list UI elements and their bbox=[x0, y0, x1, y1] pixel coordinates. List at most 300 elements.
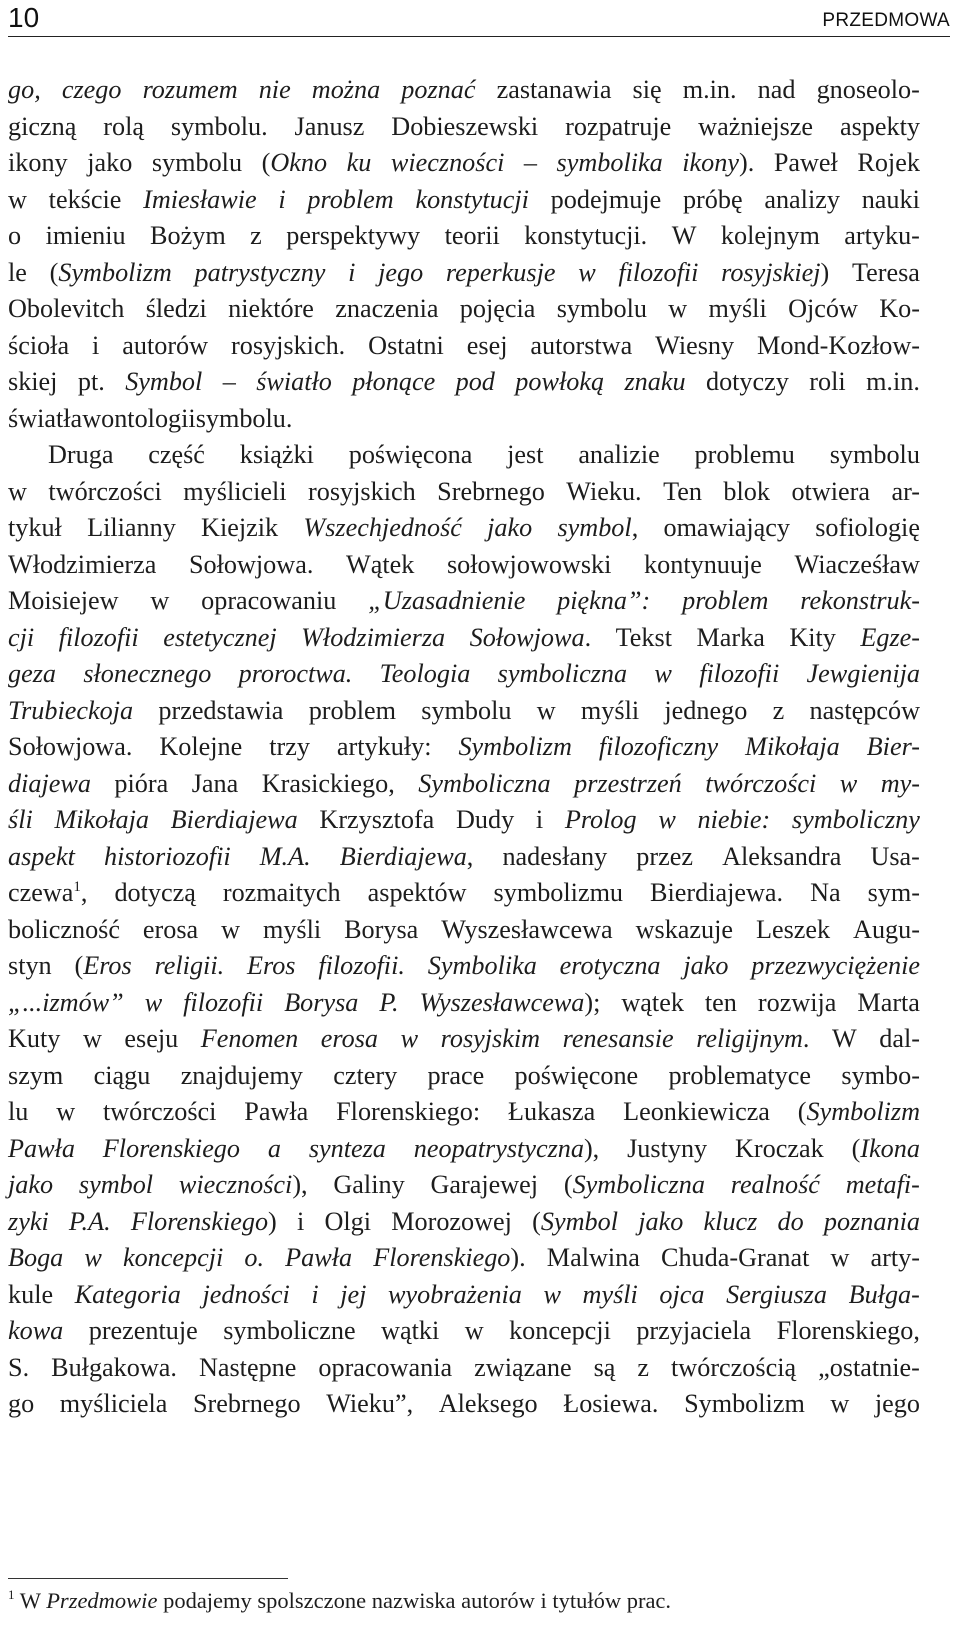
word bbox=[8, 1094, 28, 1131]
word bbox=[196, 401, 293, 438]
word bbox=[599, 729, 718, 766]
italic-text: Bierdiajewa bbox=[170, 805, 298, 834]
text: w bbox=[830, 1389, 850, 1418]
text: Morozowej bbox=[391, 1206, 512, 1236]
word bbox=[312, 72, 380, 109]
text: rozpatruje bbox=[565, 111, 672, 141]
word bbox=[79, 1167, 153, 1204]
text: Włodzimierza bbox=[8, 549, 157, 579]
text: Srebrnego bbox=[192, 1389, 301, 1418]
word bbox=[84, 1240, 101, 1277]
italic-text: religii. bbox=[154, 951, 225, 980]
word bbox=[352, 364, 435, 401]
text: symboliczne bbox=[223, 1316, 356, 1345]
italic-text: światło bbox=[256, 367, 332, 396]
text: symbolu bbox=[556, 294, 647, 323]
word bbox=[817, 72, 920, 109]
word bbox=[201, 583, 336, 620]
italic-text: przezwyciężenie bbox=[751, 951, 920, 980]
word bbox=[321, 1021, 378, 1058]
italic-text: Florenskiego bbox=[373, 1243, 511, 1272]
word bbox=[159, 729, 242, 766]
word bbox=[286, 218, 420, 255]
italic-text: realność bbox=[730, 1170, 820, 1199]
text: sofiologię bbox=[815, 513, 920, 542]
italic-text: patrystyczny bbox=[194, 257, 326, 287]
text: ikony bbox=[8, 148, 68, 177]
word bbox=[636, 839, 693, 876]
word bbox=[259, 72, 291, 109]
text: symbolu. bbox=[170, 111, 268, 141]
word bbox=[335, 291, 438, 328]
word bbox=[269, 729, 310, 766]
text-line bbox=[8, 1021, 920, 1058]
body-text bbox=[8, 72, 920, 1423]
word bbox=[82, 401, 101, 438]
italic-text: synteza bbox=[308, 1133, 386, 1163]
text: nadesłany bbox=[502, 841, 608, 871]
italic-text: o. bbox=[244, 1243, 265, 1272]
italic-text: Bułga- bbox=[848, 1279, 920, 1309]
text: Galiny bbox=[333, 1170, 405, 1199]
text: symbolu bbox=[421, 695, 512, 725]
italic-text: Jewgienija bbox=[806, 659, 920, 688]
text-line bbox=[8, 620, 920, 657]
word bbox=[696, 1021, 809, 1058]
text: Malwina bbox=[546, 1243, 640, 1272]
text: Kiejzik bbox=[201, 513, 279, 542]
word bbox=[623, 1094, 770, 1131]
word bbox=[155, 948, 225, 985]
italic-text: Mikołaja bbox=[54, 805, 149, 834]
word bbox=[309, 1131, 386, 1168]
word bbox=[418, 766, 550, 803]
italic-text: powłoką bbox=[515, 367, 605, 396]
word bbox=[809, 364, 845, 401]
italic-text: jego bbox=[378, 257, 424, 287]
word bbox=[263, 912, 321, 949]
word bbox=[123, 1240, 223, 1277]
text-line bbox=[8, 474, 920, 511]
word bbox=[870, 839, 919, 876]
word bbox=[171, 109, 268, 146]
italic-text: diajewa bbox=[8, 768, 91, 798]
word bbox=[669, 1058, 812, 1095]
text-line bbox=[8, 656, 920, 693]
footnote-reference: 1 bbox=[73, 879, 81, 895]
text: tekście bbox=[48, 184, 122, 214]
word bbox=[8, 1021, 60, 1058]
word bbox=[8, 1386, 34, 1423]
word bbox=[866, 364, 920, 401]
word bbox=[145, 985, 162, 1022]
word bbox=[456, 802, 514, 839]
word bbox=[857, 985, 920, 1022]
word bbox=[830, 437, 920, 474]
text: i bbox=[535, 805, 544, 834]
text-line bbox=[8, 1350, 920, 1387]
word bbox=[852, 1131, 920, 1168]
text: Obolevitch bbox=[8, 294, 125, 323]
word bbox=[879, 291, 920, 328]
italic-text: rekonstruk- bbox=[800, 586, 920, 615]
word bbox=[439, 1386, 538, 1423]
text: opracowaniu bbox=[201, 586, 337, 615]
text: światła bbox=[8, 403, 83, 433]
text: Krasickiego, bbox=[261, 768, 395, 798]
word bbox=[391, 1204, 512, 1241]
running-head: PRZEDMOWA bbox=[822, 10, 950, 31]
italic-text: religijnym bbox=[696, 1024, 803, 1053]
text: Leonkiewicza bbox=[623, 1097, 770, 1126]
text-line bbox=[8, 1313, 920, 1350]
italic-text: Eros bbox=[246, 951, 296, 980]
italic-text: w bbox=[578, 257, 596, 287]
word bbox=[445, 218, 500, 255]
word bbox=[852, 255, 920, 292]
text-line bbox=[8, 1131, 920, 1168]
word bbox=[664, 693, 747, 730]
text: kule bbox=[8, 1279, 54, 1309]
text: , bbox=[466, 841, 474, 871]
word bbox=[62, 72, 122, 109]
text: Marka bbox=[696, 622, 765, 652]
word bbox=[557, 583, 650, 620]
italic-text: jedności bbox=[202, 1279, 290, 1309]
text: Moisiejew bbox=[8, 586, 119, 615]
word bbox=[704, 1204, 758, 1241]
word bbox=[578, 437, 659, 474]
text: szym bbox=[8, 1060, 64, 1090]
word bbox=[104, 839, 231, 876]
text: Florenskiego, bbox=[776, 1316, 920, 1345]
word bbox=[250, 218, 262, 255]
text: Na bbox=[810, 878, 841, 907]
italic-text: Imiesławie bbox=[143, 184, 257, 214]
word bbox=[380, 656, 471, 693]
word bbox=[697, 802, 770, 839]
italic-text: P. bbox=[379, 987, 399, 1017]
text: pióra bbox=[114, 768, 169, 798]
word bbox=[467, 328, 508, 365]
word bbox=[87, 510, 176, 547]
text: w bbox=[830, 1243, 850, 1272]
word bbox=[633, 72, 662, 109]
word bbox=[594, 1350, 616, 1387]
text-line bbox=[8, 182, 920, 219]
text: wątki bbox=[381, 1316, 440, 1345]
word bbox=[551, 182, 662, 219]
word bbox=[309, 693, 396, 730]
word bbox=[231, 328, 345, 365]
word bbox=[536, 802, 543, 839]
word bbox=[682, 583, 768, 620]
text: Kolejne bbox=[159, 732, 243, 761]
word bbox=[800, 583, 920, 620]
italic-text: w bbox=[658, 805, 676, 834]
word bbox=[637, 1350, 649, 1387]
word bbox=[497, 72, 612, 109]
word bbox=[114, 875, 195, 912]
text: cztery bbox=[333, 1060, 398, 1090]
word bbox=[303, 510, 462, 547]
word bbox=[778, 1204, 804, 1241]
word bbox=[638, 1204, 683, 1241]
text: Łukasza bbox=[507, 1097, 596, 1126]
word bbox=[192, 766, 239, 803]
italic-text: koncepcji bbox=[122, 1243, 224, 1272]
word bbox=[421, 693, 511, 730]
word bbox=[853, 912, 920, 949]
word bbox=[181, 1058, 303, 1095]
word bbox=[247, 948, 296, 985]
word bbox=[758, 72, 796, 109]
word bbox=[474, 1350, 571, 1387]
word bbox=[684, 1386, 805, 1423]
text: Ostatni bbox=[368, 330, 444, 360]
word bbox=[557, 291, 647, 328]
text: związane bbox=[474, 1352, 572, 1382]
text: w bbox=[221, 914, 241, 944]
italic-text: słonecznego bbox=[83, 659, 212, 688]
italic-text: P.A. bbox=[68, 1206, 111, 1236]
text: roli bbox=[809, 367, 846, 396]
text: ( bbox=[563, 1170, 573, 1199]
text: Bułgakowa. bbox=[51, 1352, 177, 1382]
italic-text: w bbox=[839, 768, 858, 798]
word bbox=[203, 1277, 290, 1314]
word bbox=[125, 364, 202, 401]
text: symbolu bbox=[829, 440, 920, 469]
text: następców bbox=[809, 695, 920, 725]
italic-text: Mikołaja bbox=[745, 732, 840, 761]
word bbox=[735, 1131, 824, 1168]
text: nauki bbox=[861, 184, 920, 214]
word bbox=[441, 1021, 540, 1058]
text: symbolizmu bbox=[493, 878, 624, 907]
italic-text: „...izmów” bbox=[8, 987, 124, 1017]
text: opracowania bbox=[318, 1352, 453, 1382]
text: Wyszesławcewa bbox=[441, 914, 613, 944]
word bbox=[846, 1167, 920, 1204]
text: próbę bbox=[682, 184, 743, 214]
italic-text: filozofii bbox=[183, 987, 264, 1017]
word bbox=[244, 1240, 264, 1277]
word bbox=[48, 474, 161, 511]
text: Leszek bbox=[755, 914, 831, 944]
text: ); bbox=[584, 987, 601, 1017]
word bbox=[699, 656, 779, 693]
text: twórczości bbox=[102, 1097, 217, 1126]
text: Mond-Kozłow- bbox=[757, 330, 920, 360]
text: Ten bbox=[663, 476, 702, 506]
word bbox=[563, 1021, 674, 1058]
word bbox=[578, 255, 595, 292]
word bbox=[344, 912, 418, 949]
text: kolejnym bbox=[720, 221, 820, 250]
italic-text: Pawła bbox=[8, 1133, 75, 1163]
word bbox=[870, 1240, 919, 1277]
word bbox=[183, 985, 263, 1022]
word bbox=[8, 912, 120, 949]
text: jako bbox=[87, 148, 133, 177]
italic-text: Symbol bbox=[125, 367, 203, 396]
word bbox=[8, 109, 76, 146]
text: myśli bbox=[262, 914, 322, 944]
word bbox=[537, 693, 556, 730]
footnote bbox=[8, 1588, 671, 1614]
italic-text: niebie: bbox=[697, 805, 771, 834]
word bbox=[723, 474, 770, 511]
word bbox=[777, 1313, 920, 1350]
word bbox=[150, 218, 226, 255]
italic-text: i bbox=[278, 184, 286, 214]
text: artykuły: bbox=[336, 732, 432, 761]
word bbox=[706, 364, 789, 401]
italic-text: symboliczny bbox=[791, 805, 920, 834]
word bbox=[8, 1277, 53, 1314]
word bbox=[437, 474, 545, 511]
text: ( bbox=[532, 1206, 541, 1236]
text: przedstawia bbox=[158, 695, 284, 725]
text: kontynuuje bbox=[644, 549, 762, 579]
word bbox=[183, 474, 286, 511]
word bbox=[659, 1277, 704, 1314]
italic-text: filozofii. bbox=[318, 951, 405, 980]
italic-text: jej bbox=[340, 1279, 367, 1309]
italic-text: do bbox=[777, 1206, 804, 1236]
word bbox=[867, 729, 920, 766]
word bbox=[891, 474, 920, 511]
word bbox=[285, 1240, 352, 1277]
text: styn bbox=[8, 951, 52, 980]
text: Pawła bbox=[244, 1097, 309, 1126]
text: Bierdiajewa. bbox=[650, 878, 784, 907]
word bbox=[143, 182, 256, 219]
italic-text: reperkusje bbox=[445, 257, 556, 287]
word bbox=[530, 328, 632, 365]
word bbox=[879, 1021, 920, 1058]
text: Paweł bbox=[773, 148, 838, 177]
word bbox=[391, 145, 504, 182]
text-line bbox=[8, 1058, 920, 1095]
italic-text: śli bbox=[8, 805, 33, 834]
italic-text: historiozofii bbox=[104, 841, 231, 871]
text: sym- bbox=[867, 878, 920, 907]
text: ( bbox=[261, 148, 271, 177]
text: czewa bbox=[8, 878, 74, 907]
italic-text: jako bbox=[683, 951, 729, 980]
word bbox=[193, 1386, 301, 1423]
text: Dudy bbox=[455, 805, 515, 834]
italic-text: – bbox=[222, 367, 236, 396]
word bbox=[566, 474, 641, 511]
word bbox=[8, 1350, 29, 1387]
word bbox=[751, 948, 920, 985]
text: podejmuje bbox=[550, 184, 662, 214]
italic-text: Symboliczna bbox=[572, 1170, 705, 1199]
text: Jana bbox=[191, 768, 239, 798]
text: część bbox=[148, 440, 205, 469]
italic-text: zyki bbox=[8, 1206, 49, 1236]
text-line bbox=[8, 985, 920, 1022]
italic-text: renesansie bbox=[562, 1024, 674, 1053]
text-line bbox=[8, 583, 920, 620]
italic-text: pod bbox=[455, 367, 495, 396]
word bbox=[381, 1313, 439, 1350]
word bbox=[840, 766, 857, 803]
text: książki bbox=[239, 440, 314, 469]
word bbox=[428, 1058, 485, 1095]
text: Krzysztofa bbox=[319, 805, 435, 834]
word bbox=[324, 1204, 371, 1241]
text: Rojek bbox=[857, 148, 920, 177]
italic-text: piękna”: bbox=[557, 586, 651, 615]
word bbox=[815, 510, 920, 547]
word bbox=[146, 291, 207, 328]
word bbox=[509, 1313, 611, 1350]
word bbox=[239, 656, 353, 693]
word bbox=[721, 218, 820, 255]
word bbox=[810, 875, 841, 912]
word bbox=[414, 1131, 599, 1168]
word bbox=[378, 255, 423, 292]
text: teorii bbox=[444, 221, 500, 250]
text: rosyjskich. bbox=[231, 330, 346, 360]
italic-text: a bbox=[267, 1133, 281, 1163]
text: twórczością bbox=[671, 1352, 797, 1382]
text: myśli bbox=[708, 294, 767, 323]
text: z bbox=[250, 221, 262, 250]
word bbox=[75, 1277, 181, 1314]
text: o bbox=[8, 221, 22, 250]
text: rolą bbox=[103, 111, 144, 141]
word bbox=[8, 729, 132, 766]
text: dal- bbox=[879, 1024, 920, 1053]
word bbox=[661, 1240, 809, 1277]
word bbox=[446, 255, 556, 292]
italic-text: Symbolizm bbox=[58, 257, 172, 287]
text: perspektywy bbox=[286, 221, 421, 250]
word bbox=[333, 1167, 404, 1204]
italic-text: Boga bbox=[8, 1243, 64, 1272]
word bbox=[163, 620, 276, 657]
text: w bbox=[8, 184, 27, 214]
text: ar- bbox=[891, 476, 920, 506]
word bbox=[8, 218, 21, 255]
text-line bbox=[8, 1386, 920, 1423]
text: aspekty bbox=[839, 111, 920, 141]
word bbox=[470, 620, 592, 657]
text: ( bbox=[851, 1133, 861, 1163]
text: Chuda-Granat bbox=[661, 1243, 810, 1272]
word bbox=[340, 839, 474, 876]
text: w bbox=[82, 403, 102, 433]
italic-text: można bbox=[311, 75, 381, 104]
word bbox=[143, 912, 198, 949]
text: Olgi bbox=[324, 1206, 372, 1236]
text: myśli bbox=[580, 695, 640, 725]
word bbox=[221, 912, 240, 949]
text: Kity bbox=[789, 622, 836, 652]
word bbox=[756, 912, 830, 949]
text: Garajewej bbox=[430, 1170, 539, 1199]
word bbox=[695, 437, 795, 474]
text: Usa- bbox=[870, 841, 920, 871]
text: prace bbox=[427, 1060, 485, 1090]
text: znajdujemy bbox=[180, 1060, 303, 1090]
italic-text: aspekt bbox=[8, 841, 75, 871]
